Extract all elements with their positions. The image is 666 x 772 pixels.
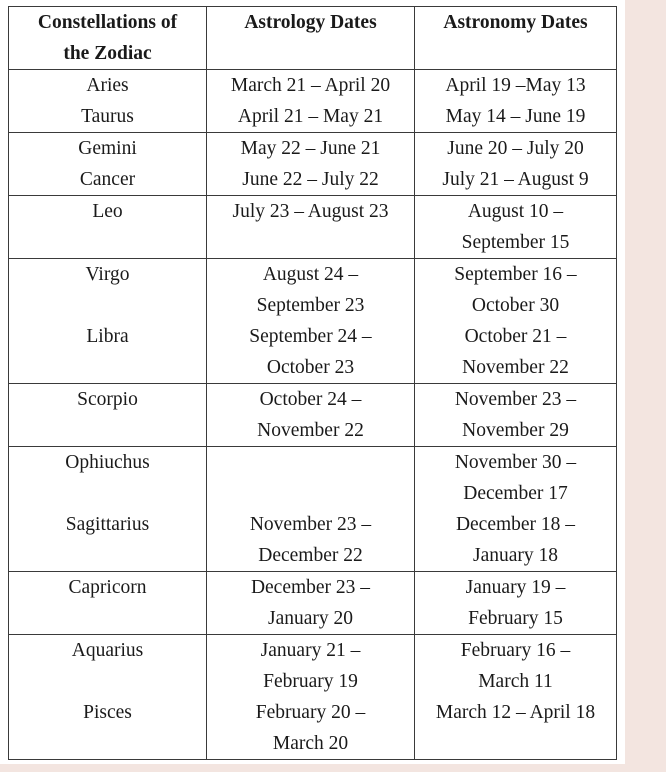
astronomy-dates-cont: February 15: [468, 608, 563, 629]
astronomy-dates: April 19 –May 13: [445, 75, 586, 96]
astronomy-dates: November 30 –: [454, 452, 577, 473]
astrology-dates: September 24 –: [249, 326, 372, 347]
constellation-name: Virgo: [85, 264, 130, 285]
astronomy-dates-cont: January 18: [472, 545, 559, 566]
table-row: [9, 164, 617, 196]
astrology-dates: February 20 –: [255, 702, 366, 723]
constellation-name-cont: [9, 603, 206, 634]
table-row: [9, 101, 617, 133]
table-row: [9, 196, 617, 259]
constellation-name: Libra: [86, 326, 129, 347]
astronomy-dates-cont: [415, 728, 616, 759]
astronomy-dates-cont: September 15: [461, 232, 570, 253]
table-row: [9, 259, 617, 322]
astrology-dates-cont: [207, 227, 414, 258]
constellation-name-cont: [9, 478, 206, 509]
astronomy-dates: May 14 – June 19: [445, 106, 586, 127]
astrology-dates: December 23 –: [250, 577, 371, 598]
constellation-name-cont: [9, 415, 206, 446]
header-astrology: [207, 7, 415, 70]
header-row: [9, 7, 617, 70]
constellation-name: Sagittarius: [65, 514, 150, 535]
astrology-dates-cont: October 23: [266, 357, 355, 378]
constellation-name: Gemini: [78, 138, 137, 159]
astronomy-dates: October 21 –: [464, 326, 567, 347]
astrology-dates: [207, 447, 414, 478]
constellation-name: Pisces: [83, 702, 132, 723]
header-astrology-label: Astrology Dates: [244, 12, 377, 33]
astronomy-dates-cont: November 22: [462, 357, 569, 378]
astrology-dates-cont: December 22: [258, 545, 363, 566]
astronomy-dates: August 10 –: [467, 201, 564, 222]
table-row: [9, 697, 617, 760]
constellation-name: Capricorn: [68, 577, 147, 598]
header-astronomy-label: Astronomy Dates: [443, 12, 588, 33]
astronomy-dates-cont: November 29: [462, 420, 569, 441]
astronomy-dates: July 21 – August 9: [442, 169, 589, 190]
astrology-dates-cont: November 22: [257, 420, 364, 441]
table-row: [9, 572, 617, 635]
constellation-name-cont: [9, 227, 206, 258]
astrology-dates: August 24 –: [262, 264, 359, 285]
constellation-name: Aries: [86, 75, 129, 96]
constellation-name: Aquarius: [71, 640, 144, 661]
table-row: [9, 384, 617, 447]
constellation-name: Leo: [92, 201, 123, 222]
astrology-dates: May 22 – June 21: [240, 138, 381, 159]
table-row: [9, 635, 617, 698]
astrology-dates: November 23 –: [249, 514, 372, 535]
astronomy-dates-cont: October 30: [471, 295, 560, 316]
constellation-name-cont: [9, 728, 206, 759]
astrology-dates: June 22 – July 22: [242, 169, 379, 190]
constellation-name: Taurus: [81, 106, 134, 127]
astrology-dates: January 21 –: [260, 640, 361, 661]
constellation-name: Cancer: [79, 169, 136, 190]
zodiac-dates-table: [8, 6, 617, 760]
header-constellations-line2: the Zodiac: [63, 43, 152, 64]
table-row: [9, 133, 617, 165]
table-row: [9, 321, 617, 384]
astrology-dates: April 21 – May 21: [237, 106, 384, 127]
astrology-dates-cont: [207, 478, 414, 509]
astronomy-dates-cont: December 17: [463, 483, 568, 504]
constellation-name: Scorpio: [77, 389, 138, 410]
constellation-name-cont: [9, 540, 206, 571]
constellation-name: Ophiuchus: [65, 452, 150, 473]
astronomy-dates: March 12 – April 18: [435, 702, 596, 723]
table-row: [9, 447, 617, 510]
astronomy-dates: February 16 –: [460, 640, 571, 661]
astrology-dates-cont: February 19: [263, 671, 358, 692]
astronomy-dates: June 20 – July 20: [447, 138, 584, 159]
astrology-dates-cont: January 20: [267, 608, 354, 629]
constellation-name-cont: [9, 666, 206, 697]
table-row: [9, 70, 617, 102]
header-astronomy: [415, 7, 617, 70]
astrology-dates: July 23 – August 23: [232, 201, 389, 222]
astronomy-dates: November 23 –: [454, 389, 577, 410]
astronomy-dates-cont: March 11: [478, 671, 553, 692]
astronomy-dates: December 18 –: [455, 514, 576, 535]
astrology-dates: October 24 –: [259, 389, 362, 410]
astrology-dates: March 21 – April 20: [230, 75, 391, 96]
header-constellations-line1: Constellations of: [37, 12, 178, 33]
constellation-name-cont: [9, 352, 206, 383]
constellation-name-cont: [9, 290, 206, 321]
table-row: [9, 509, 617, 572]
astronomy-dates: September 16 –: [454, 264, 577, 285]
header-constellations: [9, 7, 207, 70]
astrology-dates-cont: March 20: [272, 733, 349, 754]
astronomy-dates: January 19 –: [465, 577, 566, 598]
astrology-dates-cont: September 23: [256, 295, 365, 316]
